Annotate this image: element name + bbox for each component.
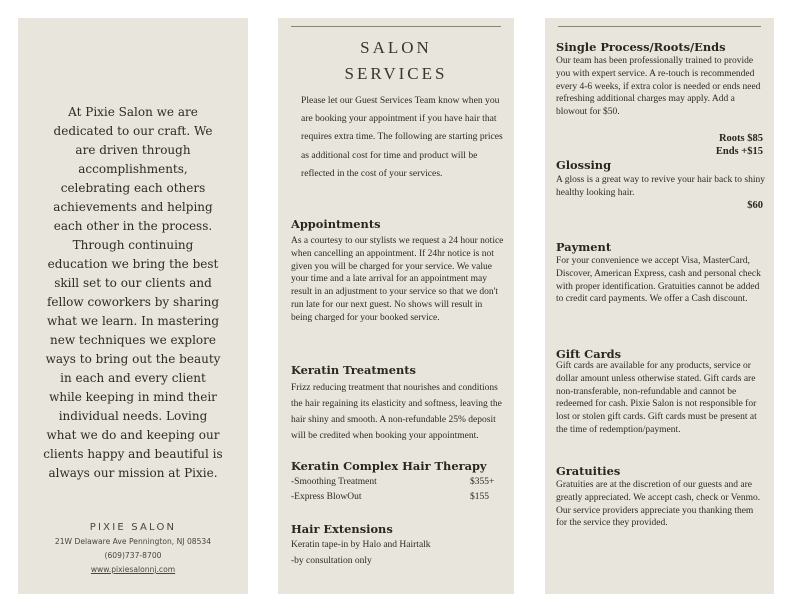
keratin-heading: Keratin Treatments [291, 363, 416, 377]
top-divider [291, 26, 501, 27]
salon-name: PIXIE SALON [89, 522, 177, 533]
services-intro: Please let our Guest Services Team know when you are booking your appointment if you have hair that requires extra time. The following are starting prices as additional cost for time and product will be reflected in the cost of your services. [301, 95, 503, 179]
keratin-complex-heading: Keratin Complex Hair Therapy [291, 459, 487, 473]
express-blowout-name: -Express BlowOut [291, 492, 362, 502]
single-process-text: Our team has been professionally trained to provide you with expert service. A re-touch is recommended every 4-6 weeks, if extra color is needed or ends need refreshing additional charges may apply. Add a blowout for $50. [556, 56, 761, 118]
glossing-text: A gloss is a great way to revive your hair back to shiny healthy looking hair. [556, 175, 765, 198]
gratuities-text: Gratuities are at the discretion of our guests and are greatly appreciated. We accept cash, check or Venmo. Our service providers appreciate you thanking them for the service they provided. [556, 480, 761, 529]
services-panel [278, 18, 514, 594]
top-divider-right [558, 26, 761, 27]
glossing-price: $60 [747, 200, 763, 211]
services-title-line2: SERVICES [344, 64, 448, 83]
mission-statement: At Pixie Salon we are dedicated to our craft. We are driven through accomplishments, celebrating each others achievements and helping each other in the process. Through continuing education we bring the best skill set to our clients and fellow coworkers by sharing what we learn. In mastering new techniques we explore ways to bring out the beauty in each and every client while keeping in mind their individual needs. Loving what we do and keeping our clients happy and beautiful is always our mission at Pixie. [43, 105, 223, 480]
payment-heading: Payment [556, 240, 612, 254]
smoothing-treatment-name: -Smoothing Treatment [291, 477, 377, 487]
salon-phone: (609)737-8700 [104, 551, 162, 560]
roots-price: Roots $85 [718, 133, 763, 144]
mission-panel [18, 18, 248, 594]
gift-cards-text: Gift cards are available for any products, service or dollar amount unless otherwise stated. Gift cards are non-transferable, non-refundable and cannot be redeemed for cash. Pixie Salon is not responsible for lost or stolen gift cards. Gift cards must be present at the time of redemption/payment. [556, 361, 757, 435]
policies-panel [545, 18, 774, 594]
salon-address: 21W Delaware Ave Pennington, NJ 08534 [54, 537, 212, 546]
gratuities-heading: Gratuities [556, 464, 621, 478]
single-process-heading: Single Process/Roots/Ends [556, 40, 726, 54]
extensions-line1: Keratin tape-in by Halo and Hairtalk [291, 540, 431, 550]
keratin-text: Frizz reducing treatment that nourishes and conditions the hair regaining its elasticity and softness, leaving the hair shiny and smooth. A non-refundable 25% deposit will be credited when booking your appointment. [291, 383, 502, 441]
payment-text: For your convenience we accept Visa, MasterCard, Discover, American Express, cash and personal check with proper identification. Gratuities cannot be added to credit card payments. We offer a Cash discount. [556, 256, 761, 305]
services-title-line1: SALON [360, 38, 432, 57]
glossing-heading: Glossing [556, 158, 612, 172]
extensions-line2: -by consultation only [291, 556, 372, 566]
express-blowout-price: $155 [470, 492, 489, 502]
smoothing-treatment-price: $355+ [470, 477, 495, 487]
extensions-heading: Hair Extensions [291, 522, 393, 536]
contact-block [18, 521, 248, 577]
appointments-heading: Appointments [291, 217, 381, 231]
ends-price: Ends +$15 [715, 146, 763, 157]
appointments-text: As a courtesy to our stylists we request a 24 hour notice when cancelling an appointment. If 24hr notice is not given you will be charged for your service. We value your time and a late arrival for an appointment may result in an adjustment to your service so that we don't run late for our next guest. No shows will result in being charged for your booked service. [291, 236, 504, 323]
gift-cards-heading: Gift Cards [556, 347, 622, 361]
salon-website-link[interactable]: www.pixiesalonnj.com [90, 565, 176, 574]
